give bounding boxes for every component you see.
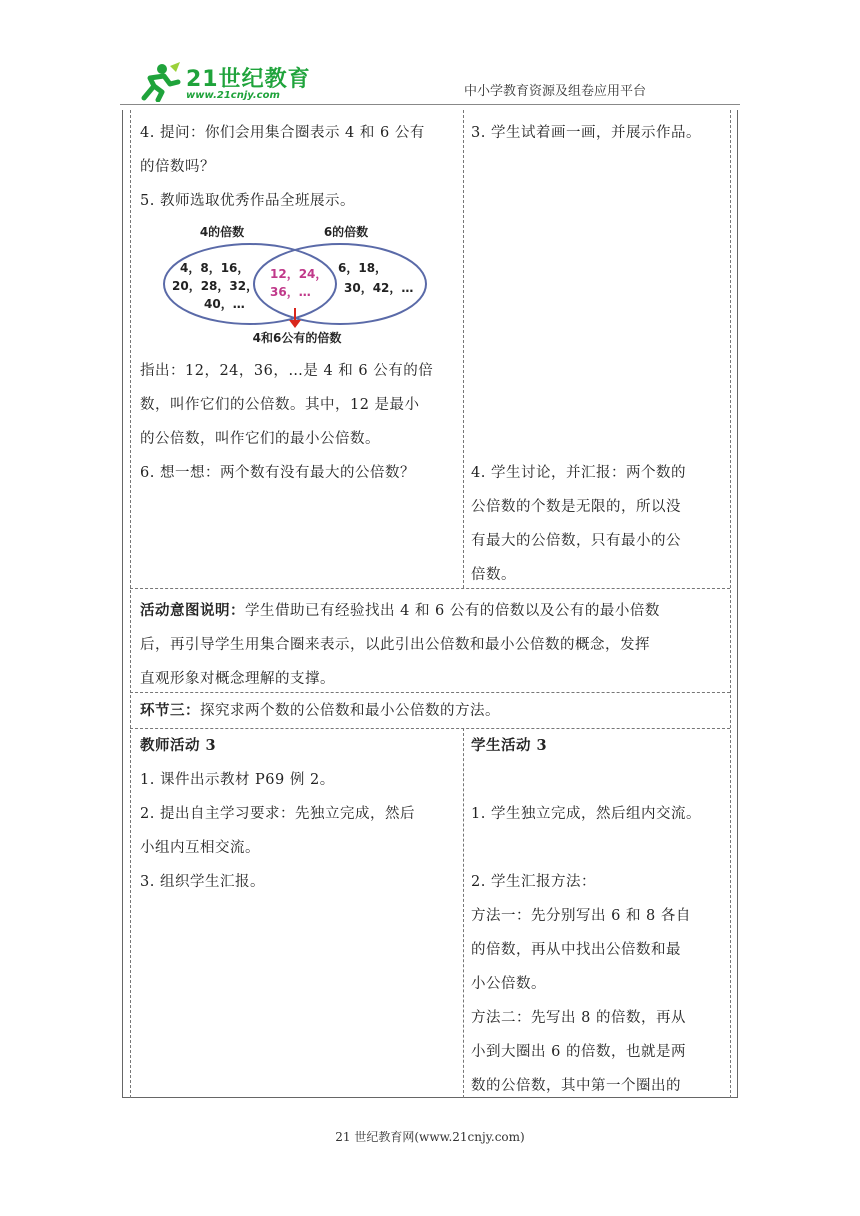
text-line: 的倍数，再从中找出公倍数和最 [471,942,681,958]
student-activity-3 [471,729,729,1103]
text-line: 3. 组织学生汇报。 [140,874,265,890]
logo [136,62,316,106]
venn-left-item: 4，8，16， [180,261,250,275]
venn-left-item: 40，… [204,297,245,311]
text-line: 4. 学生讨论，并汇报：两个数的 [471,465,686,481]
text-line: 6. 想一想：两个数有没有最大的公倍数？ [140,465,415,481]
teacher-explain-block [140,354,460,490]
text-line: 倍数。 [471,567,516,583]
inner-left-border [130,110,131,1098]
text-line: 数的公倍数，其中第一个圈出的 [471,1078,681,1094]
venn-left-item: 20，28，32， [172,279,259,293]
text-line: 小到大圈出 6 的倍数，也就是两 [471,1044,686,1060]
text-line: 后，再引导学生用集合圈来表示，以此引出公倍数和最小公倍数的概念，发挥 [140,637,650,653]
text-line: 2. 学生汇报方法： [471,874,596,890]
student-activity-title: 学生活动 3 [471,737,548,754]
text-line: 的倍数吗？ [140,159,215,175]
text-line: 公倍数的个数是无限的，所以没 [471,499,681,515]
teacher-text-block [140,116,460,218]
venn-diagram [160,222,430,346]
text-line: 有最大的公倍数，只有最小的公 [471,533,681,549]
text-line: 1. 课件出示教材 P69 例 2。 [140,772,335,788]
page-header [0,0,860,110]
text-line: 指出：12，24，36，…是 4 和 6 公有的倍 [140,363,434,379]
header-divider [120,104,740,105]
intent-text: 学生借助已有经验找出 4 和 6 公有的倍数以及公有的最小倍数 [245,603,660,619]
text-line: 5. 教师选取优秀作品全班展示。 [140,193,355,209]
venn-common-item: 12，24， [270,267,328,281]
text-line: 3. 学生试着画一画，并展示作品。 [471,125,701,141]
venn-bottom-label: 4和6公有的倍数 [252,331,342,345]
student-text-top [471,116,729,150]
venn-common-item: 36，… [270,285,311,299]
text-line [140,594,730,628]
venn-right-item: 30，42，… [344,281,414,295]
venn-left-label: 4的倍数 [199,225,245,239]
venn-right-label: 6的倍数 [323,225,369,239]
text-line: 2. 提出自主学习要求：先独立完成，然后 [140,806,415,822]
text-line: 直观形象对概念理解的支撑。 [140,671,335,687]
intent-block [140,594,730,696]
text-line: 4. 提问：你们会用集合圈表示 4 和 6 公有 [140,125,425,141]
text-line: 1. 学生独立完成，然后组内交流。 [471,806,701,822]
text-line [471,831,729,865]
stage-label: 环节三： [140,702,200,719]
venn-arrow-head [289,320,301,328]
column-divider [463,110,464,588]
text-line: 小公倍数。 [471,976,546,992]
column-divider [463,728,464,1098]
teacher-activity-3 [140,729,460,899]
logo-main-text: 21世纪教育 [186,67,311,92]
text-line: 数，叫作它们的公倍数。其中，12 是最小 [140,397,420,413]
inner-right-border [730,110,731,1098]
student-text-bottom [471,456,729,592]
intent-label: 活动意图说明： [140,602,245,619]
runner-logo-icon [136,62,182,102]
stage-text: 探究求两个数的公倍数和最小公倍数的方法。 [200,703,500,719]
text-line: 方法二：先写出 8 的倍数，再从 [471,1010,686,1026]
venn-right-item: 6，18， [338,261,388,275]
text-line [471,763,729,797]
text-line: 小组内互相交流。 [140,840,260,856]
text-line [140,694,730,728]
text-line: 的公倍数，叫作它们的最小公倍数。 [140,431,380,447]
logo-url-text: www.21cnjy.com [186,90,280,101]
platform-title: 中小学教育资源及组卷应用平台 [463,84,646,99]
teacher-activity-title: 教师活动 3 [140,737,217,754]
text-line: 方法一：先分别写出 6 和 8 各自 [471,908,691,924]
page-footer: 21 世纪教育网(www.21cnjy.com) [335,1130,525,1144]
stage-block [140,694,730,728]
